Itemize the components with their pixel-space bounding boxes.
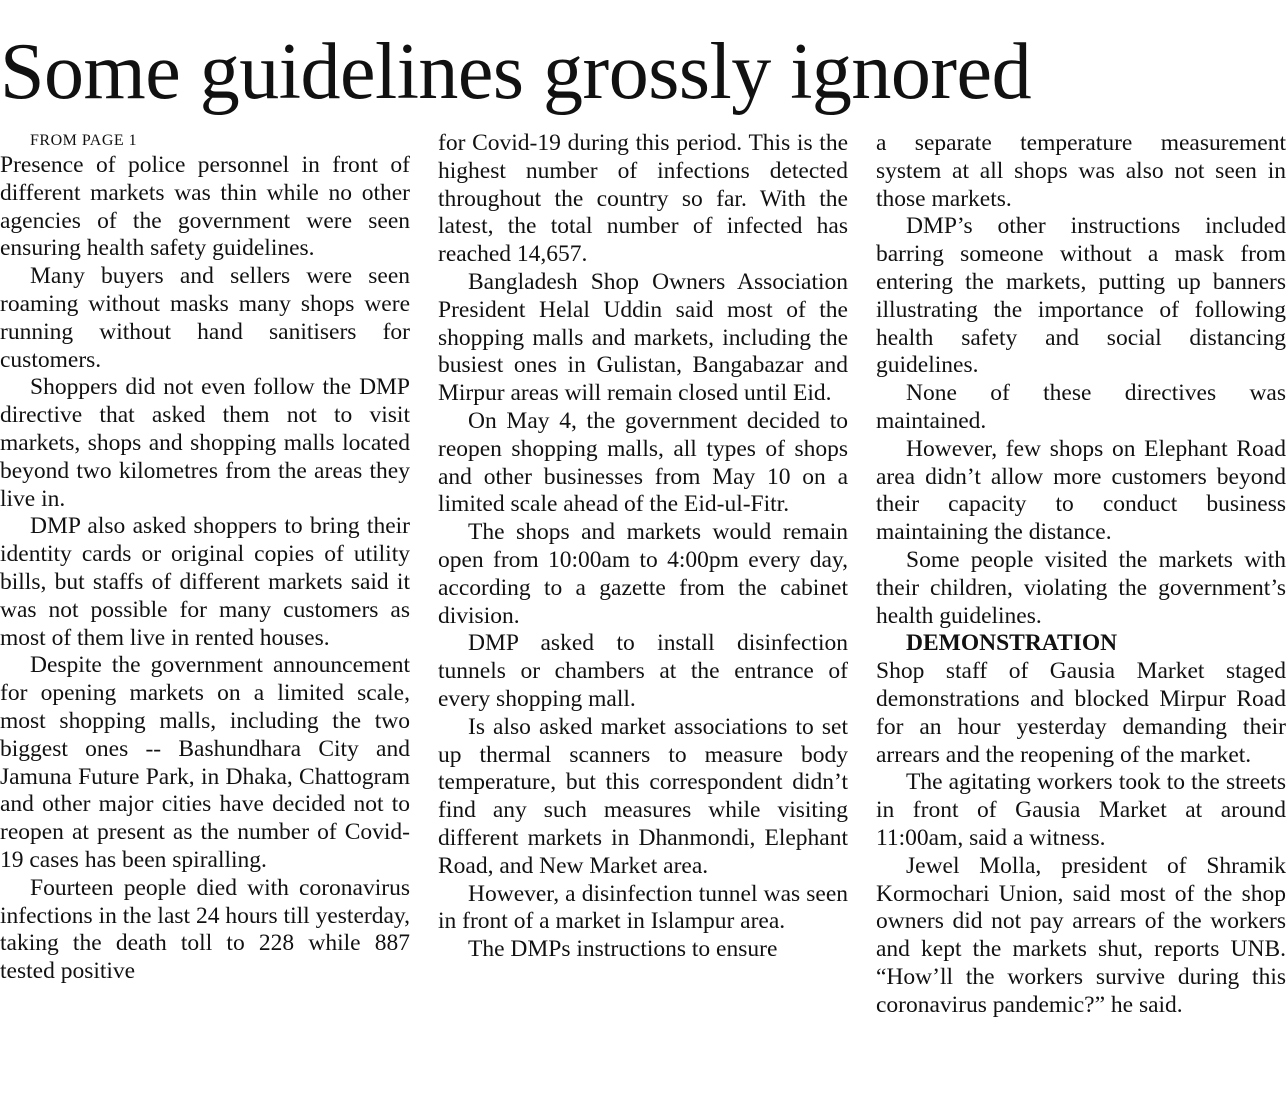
paragraph: The agitating workers took to the streets in front of Gausia Market at around 11:00am, said a witness. [876,769,1286,851]
paragraph: DMP also asked shoppers to bring their identity cards or original copies of utility bills, but staffs of different markets said it was not possible for many customers as most of them live in rented houses. [0,513,410,651]
paragraph: a separate temperature measurement system at all shops was also not seen in those markets. [876,130,1286,212]
paragraph: The shops and markets would remain open from 10:00am to 4:00pm every day, according to a gazette from the cabinet division. [438,519,848,629]
paragraph: None of these directives was maintained. [876,380,1286,434]
kicker: FROM PAGE 1 [30,132,138,149]
subheading: DEMONSTRATION [906,630,1118,657]
paragraph: Bangladesh Shop Owners Association President Helal Uddin said most of the shopping malls and markets, including the busiest ones in Gulistan, Bangabazar and Mirpur areas will remain closed until Eid. [438,268,848,407]
paragraph: Some people visited the markets with their children, violating the government’s health guidelines. [876,546,1286,629]
paragraph: Presence of police personnel in front of different markets was thin while no other agencies of the government were seen ensuring health safety guidelines. [0,152,410,262]
paragraph: Shoppers did not even follow the DMP directive that asked them not to visit markets, shops and shopping malls located beyond two kilometres from the areas they live in. [0,374,410,512]
paragraph: However, few shops on Elephant Road area didn’t allow more customers beyond their capacity to conduct business maintaining the distance. [876,435,1286,546]
headline: Some guidelines grossly ignored [0,28,1032,116]
paragraph: Fourteen people died with coronavirus infections in the last 24 hours till yesterday, taking the death toll to 228 while 887 tested positive [0,874,410,985]
article-column-1 [0,130,410,1105]
paragraph: DMP asked to install disinfection tunnels or chambers at the entrance of every shopping mall. [438,630,848,712]
article-column-3 [876,130,1286,1105]
article-column-2 [438,130,848,1105]
paragraph: Many buyers and sellers were seen roaming without masks many shops were running without hand sanitisers for customers. [0,263,410,373]
paragraph: However, a disinfection tunnel was seen in front of a market in Islampur area. [438,880,848,935]
paragraph: On May 4, the government decided to reopen shopping malls, all types of shops and other businesses from May 10 on a limited scale ahead of the Eid-ul-Fitr. [438,407,848,518]
paragraph: Is also asked market associations to set up thermal scanners to measure body temperature, but this correspondent didn’t find any such measures while visiting different markets in Dhanmondi, Elephant Road, and New Market area. [438,713,848,879]
paragraph: Jewel Molla, president of Shramik Kormochari Union, said most of the shop owners did not pay arrears of the workers and kept the markets shut, reports UNB. “How’ll the workers survive during this coronavirus pandemic?” he said. [876,852,1286,1018]
paragraph: The DMPs instructions to ensure [468,936,778,963]
paragraph: Shop staff of Gausia Market staged demonstrations and blocked Mirpur Road for an hour yesterday demanding their arrears and the reopening of the market. [876,658,1286,768]
paragraph: Despite the government announcement for opening markets on a limited scale, most shopping malls, including the two biggest ones -- Bashundhara City and Jamuna Future Park, in Dhaka, Chattogram and other major cities have decided not to reopen at present as the number of Covid-19 cases has been spiralling. [0,652,410,873]
paragraph: DMP’s other instructions included barring someone without a mask from entering the markets, putting up banners illustrating the importance of following health safety and social distancing guidelines. [876,213,1286,379]
paragraph: for Covid-19 during this period. This is the highest number of infections detected throughout the country so far. With the latest, the total number of infected has reached 14,657. [438,130,848,268]
